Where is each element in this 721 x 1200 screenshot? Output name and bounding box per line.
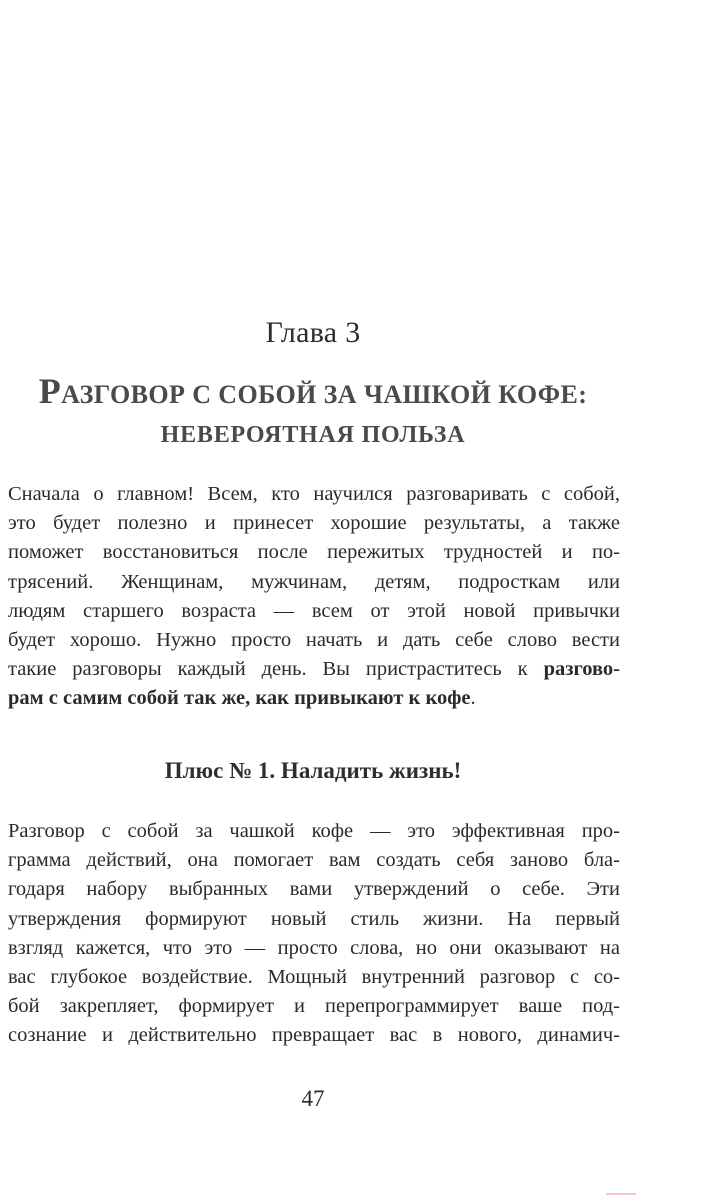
text-line: бой закрепляет, формирует и перепрограммирует ваше под-: [8, 995, 620, 1018]
text-line: [8, 684, 620, 713]
text-line: поможет восстановиться после пережитых трудностей и по-: [8, 541, 620, 564]
text-line-normal: такие разговоры каждый день. Вы пристраститесь к: [8, 658, 544, 681]
paragraph-intro: [8, 480, 620, 714]
text-line: будет хорошо. Нужно просто начать и дать себе слово вести: [8, 629, 620, 652]
chapter-title-rest: АЗГОВОР С СОБОЙ ЗА ЧАШКОЙ КОФЕ:: [61, 380, 588, 409]
chapter-label: Глава 3: [265, 316, 361, 349]
page-number: 47: [301, 1086, 325, 1111]
text-line: людям старшего возраста — всем от этой новой привычки: [8, 599, 620, 622]
chapter-title-initial: Р: [38, 371, 62, 411]
text-line: годаря набору выбранных вами утверждений о себе. Эти: [8, 878, 620, 901]
text-line: Разговор с собой за чашкой кофе — это эффективная про-: [8, 820, 620, 842]
text-line: вас глубокое воздействие. Мощный внутренний разговор с со-: [8, 966, 620, 989]
corner-mark: [606, 1193, 636, 1195]
text-line: сознание и действительно превращает вас в нового, динамич-: [8, 1024, 620, 1047]
text-line: взгляд кажется, что это — просто слова, но они оказывают на: [8, 936, 620, 959]
text-line: это будет полезно и принесет хорошие результаты, а также: [8, 512, 620, 535]
section-heading: Плюс № 1. Наладить жизнь!: [164, 758, 462, 783]
chapter-title-line2: НЕВЕРОЯТНАЯ ПОЛЬЗА: [160, 422, 466, 448]
text-line: [8, 655, 620, 684]
paragraph-section: [8, 817, 620, 1051]
text-line-bold: разгово-: [543, 658, 620, 681]
text-line-bold: рам с самим собой так же, как привыкают к кофе: [8, 687, 471, 710]
chapter-title-line1: [0, 370, 626, 412]
text-line: грамма действий, она помогает вам создать себя заново бла-: [8, 849, 620, 872]
text-line: трясений. Женщинам, мужчинам, детям, подросткам или: [8, 570, 620, 593]
text-line-end: .: [470, 687, 476, 710]
text-line: Сначала о главном! Всем, кто научился разговаривать с собой,: [8, 483, 620, 505]
text-line: утверждения формируют новый стиль жизни. На первый: [8, 907, 620, 930]
